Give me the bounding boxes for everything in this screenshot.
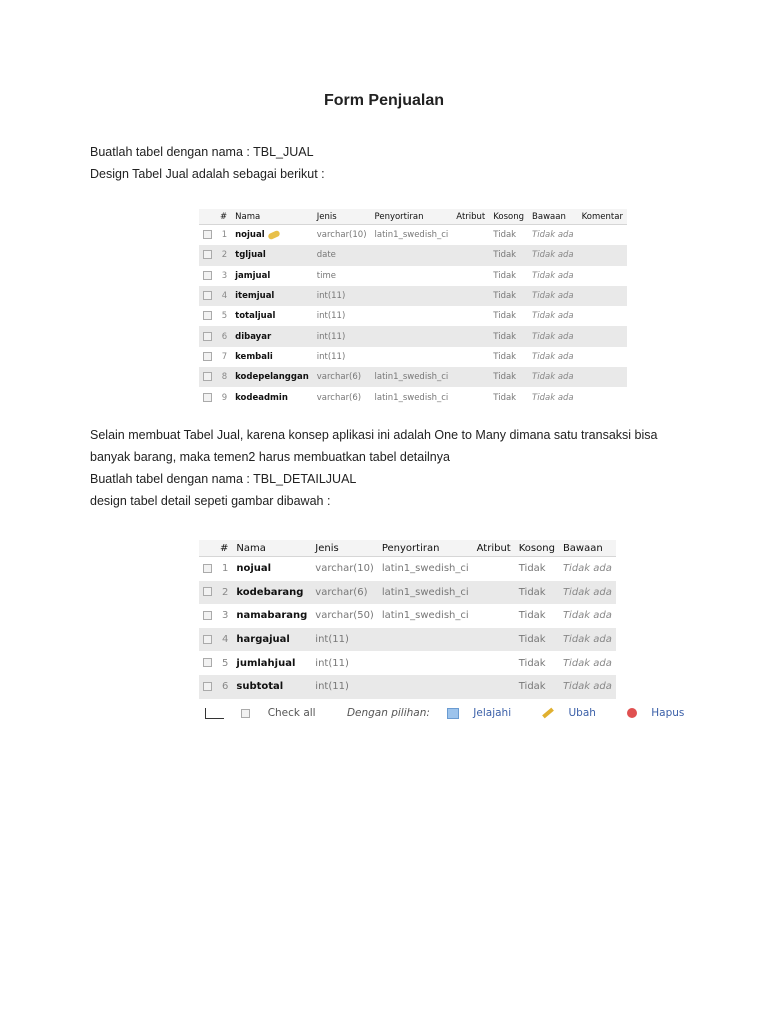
row-checkbox[interactable] — [203, 332, 212, 341]
column-null-text: Tidak — [518, 657, 546, 669]
row-number-text: 4 — [221, 291, 228, 302]
column-null-text: Tidak — [493, 351, 517, 362]
column-null — [489, 245, 528, 265]
row-number-text: 7 — [221, 351, 228, 362]
row-number — [216, 286, 231, 306]
column-collation — [371, 286, 453, 306]
column-null — [515, 651, 559, 675]
row-checkbox[interactable] — [203, 393, 212, 402]
column-null — [489, 286, 528, 306]
row-checkbox[interactable] — [203, 250, 212, 259]
column-header: # — [216, 209, 231, 225]
column-null — [515, 604, 559, 628]
column-type-text: int(11) — [315, 634, 349, 646]
column-null-text: Tidak — [493, 270, 517, 281]
column-default-text: Tidak ada — [562, 681, 612, 693]
column-comment — [578, 245, 627, 265]
column-attribute — [452, 306, 489, 326]
row-number-text: 5 — [222, 657, 229, 669]
intro-text — [90, 141, 325, 185]
column-name-text: kodeadmin — [235, 392, 288, 403]
column-attribute — [473, 651, 515, 675]
row-number-text: 1 — [221, 230, 228, 241]
row-number-text: 2 — [221, 250, 228, 261]
column-header: Kosong — [489, 209, 528, 225]
row-number — [216, 225, 231, 246]
column-default-text: Tidak ada — [532, 270, 574, 281]
column-default — [559, 604, 616, 628]
column-name — [231, 245, 313, 265]
column-attribute — [452, 387, 489, 407]
column-type-text: time — [316, 270, 336, 281]
middle-line-1: Selain membuat Tabel Jual, karena konsep aplikasi ini adalah One to Many dimana satu transaksi bisa — [90, 428, 658, 442]
column-attribute — [452, 347, 489, 367]
column-header: Nama — [231, 209, 313, 225]
column-type — [313, 245, 371, 265]
column-default — [528, 387, 578, 407]
column-null-text: Tidak — [518, 681, 546, 693]
intro-line-2: Design Tabel Jual adalah sebagai berikut : — [90, 167, 325, 181]
column-type-text: varchar(6) — [316, 392, 362, 403]
column-default — [559, 675, 616, 699]
column-attribute — [473, 557, 515, 581]
column-comment — [578, 326, 627, 346]
column-name — [232, 628, 311, 652]
column-name-text: kodebarang — [236, 586, 304, 598]
row-checkbox[interactable] — [203, 372, 212, 381]
column-default — [528, 225, 578, 246]
column-default-text: Tidak ada — [532, 331, 574, 342]
column-type-text: varchar(6) — [316, 372, 362, 383]
column-type-text: date — [316, 250, 336, 261]
column-default — [528, 326, 578, 346]
row-number — [216, 651, 232, 675]
page-title: Form Penjualan — [323, 92, 445, 109]
column-type-text: varchar(10) — [316, 230, 367, 241]
column-default-text: Tidak ada — [532, 392, 574, 403]
table-row[interactable] — [199, 225, 627, 246]
column-null-text: Tidak — [518, 586, 546, 598]
column-default — [559, 581, 616, 605]
column-type — [311, 675, 378, 699]
column-name — [231, 266, 313, 286]
row-number-text: 3 — [222, 610, 229, 622]
table-row[interactable] — [199, 347, 627, 367]
column-type — [313, 286, 371, 306]
table-row[interactable] — [199, 326, 627, 346]
column-comment — [578, 286, 627, 306]
row-number-text: 8 — [221, 372, 228, 383]
row-checkbox[interactable] — [203, 291, 212, 300]
column-name-text: nojual — [235, 230, 265, 241]
column-type — [313, 266, 371, 286]
column-name-text: nojual — [236, 563, 272, 575]
column-default — [528, 245, 578, 265]
row-number-text: 2 — [222, 586, 229, 598]
row-number-text: 6 — [221, 331, 228, 342]
row-checkbox-cell — [199, 675, 216, 699]
column-type-text: varchar(10) — [315, 563, 374, 575]
row-checkbox-cell — [199, 581, 216, 605]
column-name — [231, 225, 313, 246]
column-collation — [371, 347, 453, 367]
checkbox-icon[interactable] — [241, 709, 250, 718]
column-name — [232, 581, 311, 605]
column-name-text: itemjual — [235, 291, 275, 302]
column-null-text: Tidak — [493, 250, 517, 261]
row-number — [216, 326, 231, 346]
middle-line-3: Buatlah tabel dengan nama : TBL_DETAILJUAL — [90, 472, 357, 486]
column-type — [311, 651, 378, 675]
column-collation — [378, 557, 473, 581]
table-row[interactable] — [199, 306, 627, 326]
column-header: # — [216, 540, 232, 557]
column-null-text: Tidak — [518, 634, 546, 646]
row-number — [216, 604, 232, 628]
column-collation — [371, 266, 453, 286]
column-default — [528, 286, 578, 306]
table-row[interactable] — [199, 675, 616, 699]
row-number — [216, 367, 231, 387]
delete-icon — [627, 708, 637, 718]
row-number — [216, 306, 231, 326]
change-label[interactable]: Ubah — [568, 707, 596, 719]
row-checkbox[interactable] — [203, 635, 212, 644]
table-row[interactable] — [199, 367, 627, 387]
column-name — [231, 306, 313, 326]
row-number-text: 3 — [221, 270, 228, 281]
row-number — [216, 266, 231, 286]
column-null-text: Tidak — [493, 331, 517, 342]
column-type-text: int(11) — [316, 331, 346, 342]
with-selected-label: Dengan pilihan: — [346, 707, 430, 719]
column-collation-text: latin1_swedish_ci — [381, 563, 469, 575]
row-checkbox-cell — [199, 326, 216, 346]
row-number — [216, 581, 232, 605]
primary-key-icon — [267, 229, 280, 240]
column-type-text: varchar(50) — [315, 610, 374, 622]
column-comment — [578, 367, 627, 387]
column-null — [489, 225, 528, 246]
column-collation-text: latin1_swedish_ci — [374, 372, 449, 383]
column-default-text: Tidak ada — [532, 372, 574, 383]
table-row[interactable] — [199, 557, 616, 581]
column-default — [559, 628, 616, 652]
column-attribute — [452, 367, 489, 387]
row-checkbox[interactable] — [203, 658, 212, 667]
delete-button[interactable] — [627, 707, 698, 719]
column-default-text: Tidak ada — [532, 250, 574, 261]
row-number — [216, 675, 232, 699]
table-tbl-detailjual — [199, 540, 616, 699]
row-number — [216, 557, 232, 581]
column-type-text: int(11) — [316, 311, 346, 322]
row-checkbox-cell — [199, 286, 216, 306]
column-null — [515, 557, 559, 581]
column-default — [528, 367, 578, 387]
column-default — [559, 651, 616, 675]
column-null-text: Tidak — [493, 291, 517, 302]
delete-label[interactable]: Hapus — [651, 707, 685, 719]
column-null — [515, 628, 559, 652]
row-checkbox-cell — [199, 225, 216, 246]
column-header: Jenis — [311, 540, 378, 557]
column-collation — [371, 326, 453, 346]
column-comment — [578, 347, 627, 367]
column-collation — [378, 581, 473, 605]
column-type — [313, 387, 371, 407]
column-comment — [578, 387, 627, 407]
column-type-text: int(11) — [316, 351, 346, 362]
column-type — [313, 326, 371, 346]
column-type-text: int(11) — [316, 291, 346, 302]
column-name — [231, 347, 313, 367]
column-collation — [371, 306, 453, 326]
column-null-text: Tidak — [518, 563, 546, 575]
column-collation — [371, 245, 453, 265]
row-checkbox-cell — [199, 245, 216, 265]
browse-icon — [447, 708, 459, 719]
row-checkbox-cell — [199, 306, 216, 326]
column-type — [313, 347, 371, 367]
column-null — [489, 306, 528, 326]
table-row[interactable] — [199, 628, 616, 652]
column-header: Nama — [232, 540, 311, 557]
column-header: Atribut — [452, 209, 489, 225]
column-null-text: Tidak — [493, 230, 517, 241]
column-null-text: Tidak — [518, 610, 546, 622]
row-checkbox-cell — [199, 347, 216, 367]
column-name — [232, 557, 311, 581]
row-number — [216, 347, 231, 367]
table-row[interactable] — [199, 581, 616, 605]
browse-button[interactable] — [447, 707, 525, 719]
column-attribute — [473, 581, 515, 605]
column-null-text: Tidak — [493, 311, 517, 322]
column-type-text: int(11) — [315, 681, 349, 693]
column-collation — [378, 675, 473, 699]
column-type — [313, 367, 371, 387]
intro-line-1: Buatlah tabel dengan nama : TBL_JUAL — [90, 145, 314, 159]
column-header: Atribut — [473, 540, 515, 557]
check-all-control[interactable] — [241, 707, 329, 719]
column-attribute — [452, 266, 489, 286]
column-type — [313, 225, 371, 246]
middle-line-2: banyak barang, maka temen2 harus membuatkan tabel detailnya — [90, 450, 450, 464]
column-collation — [371, 225, 453, 246]
column-name-text: namabarang — [236, 610, 308, 622]
column-default-text: Tidak ada — [532, 291, 574, 302]
column-attribute — [473, 675, 515, 699]
row-checkbox-cell — [199, 367, 216, 387]
column-default-text: Tidak ada — [532, 230, 574, 241]
column-default-text: Tidak ada — [532, 311, 574, 322]
column-name — [232, 675, 311, 699]
table-row[interactable] — [199, 266, 627, 286]
table-row[interactable] — [199, 604, 616, 628]
column-name — [232, 651, 311, 675]
column-attribute — [452, 245, 489, 265]
row-number-text: 4 — [222, 634, 229, 646]
row-number — [216, 245, 231, 265]
column-collation — [378, 604, 473, 628]
column-name — [231, 286, 313, 306]
column-default-text: Tidak ada — [562, 563, 612, 575]
row-number-text: 1 — [222, 563, 229, 575]
row-checkbox[interactable] — [203, 587, 212, 596]
row-checkbox-cell — [199, 628, 216, 652]
column-collation — [378, 628, 473, 652]
column-type-text: int(11) — [315, 657, 349, 669]
column-attribute — [473, 604, 515, 628]
middle-line-4: design tabel detail sepeti gambar dibawah : — [90, 494, 331, 508]
column-collation — [371, 387, 453, 407]
row-number-text: 5 — [221, 311, 228, 322]
change-button[interactable] — [542, 707, 609, 719]
column-default-text: Tidak ada — [532, 351, 574, 362]
row-number — [216, 387, 231, 407]
column-null — [515, 675, 559, 699]
column-collation-text: latin1_swedish_ci — [374, 392, 449, 403]
row-checkbox-cell — [199, 651, 216, 675]
row-checkbox[interactable] — [203, 611, 212, 620]
header-checkbox-cell — [199, 209, 216, 225]
column-default-text: Tidak ada — [562, 586, 612, 598]
column-null — [489, 326, 528, 346]
row-checkbox-cell — [199, 557, 216, 581]
column-default — [528, 266, 578, 286]
column-default-text: Tidak ada — [562, 610, 612, 622]
table-row[interactable] — [199, 651, 616, 675]
header-checkbox-cell — [199, 540, 216, 557]
column-attribute — [452, 326, 489, 346]
table-footer-actions — [205, 707, 712, 719]
column-type — [313, 306, 371, 326]
column-header: Bawaan — [528, 209, 578, 225]
table-header-row — [199, 209, 627, 225]
table-row[interactable] — [199, 245, 627, 265]
column-name-text: kodepelanggan — [235, 372, 309, 383]
column-type — [311, 604, 378, 628]
row-checkbox-cell — [199, 604, 216, 628]
column-collation-text: latin1_swedish_ci — [381, 586, 469, 598]
column-default — [528, 347, 578, 367]
column-collation — [371, 367, 453, 387]
column-type — [311, 557, 378, 581]
column-name-text: dibayar — [235, 331, 272, 342]
column-comment — [578, 225, 627, 246]
column-header: Bawaan — [559, 540, 616, 557]
table-tbl-jual — [199, 209, 627, 408]
column-type-text: varchar(6) — [315, 586, 368, 598]
middle-text — [90, 424, 657, 512]
column-attribute — [452, 286, 489, 306]
column-null-text: Tidak — [493, 392, 517, 403]
column-header: Kosong — [515, 540, 559, 557]
row-checkbox[interactable] — [203, 311, 212, 320]
column-collation-text: latin1_swedish_ci — [381, 610, 469, 622]
column-name — [232, 604, 311, 628]
table-header-row — [199, 540, 616, 557]
column-name — [231, 326, 313, 346]
column-attribute — [452, 225, 489, 246]
column-null — [515, 581, 559, 605]
column-name — [231, 387, 313, 407]
table-row[interactable] — [199, 286, 627, 306]
column-name — [231, 367, 313, 387]
column-type — [311, 628, 378, 652]
column-default — [528, 306, 578, 326]
column-name-text: totaljual — [235, 311, 276, 322]
table-row[interactable] — [199, 387, 627, 407]
row-checkbox-cell — [199, 387, 216, 407]
row-number-text: 6 — [222, 681, 229, 693]
column-null-text: Tidak — [493, 372, 517, 383]
column-null — [489, 367, 528, 387]
row-checkbox[interactable] — [203, 352, 212, 361]
check-all-label[interactable]: Check all — [267, 707, 316, 719]
column-default-text: Tidak ada — [562, 634, 612, 646]
row-number-text: 9 — [221, 392, 228, 403]
column-null — [489, 266, 528, 286]
column-collation — [378, 651, 473, 675]
row-checkbox[interactable] — [203, 564, 212, 573]
row-checkbox-cell — [199, 266, 216, 286]
row-checkbox[interactable] — [203, 682, 212, 691]
column-header: Penyortiran — [371, 209, 453, 225]
column-name-text: kembali — [235, 351, 273, 362]
column-header: Jenis — [313, 209, 371, 225]
row-number — [216, 628, 232, 652]
column-header: Komentar — [578, 209, 627, 225]
browse-label[interactable]: Jelajahi — [473, 707, 512, 719]
column-name-text: jamjual — [235, 270, 271, 281]
pencil-icon — [543, 708, 555, 719]
column-null — [489, 387, 528, 407]
column-collation-text: latin1_swedish_ci — [374, 230, 449, 241]
arrow-up-icon — [205, 708, 224, 719]
column-default — [559, 557, 616, 581]
row-checkbox[interactable] — [203, 230, 212, 239]
column-default-text: Tidak ada — [562, 657, 612, 669]
column-attribute — [473, 628, 515, 652]
column-null — [489, 347, 528, 367]
column-name-text: tgljual — [235, 250, 266, 261]
column-name-text: jumlahjual — [236, 657, 296, 669]
column-name-text: hargajual — [236, 634, 290, 646]
column-comment — [578, 306, 627, 326]
column-name-text: subtotal — [236, 681, 284, 693]
row-checkbox[interactable] — [203, 271, 212, 280]
column-header: Penyortiran — [378, 540, 473, 557]
column-comment — [578, 266, 627, 286]
column-type — [311, 581, 378, 605]
